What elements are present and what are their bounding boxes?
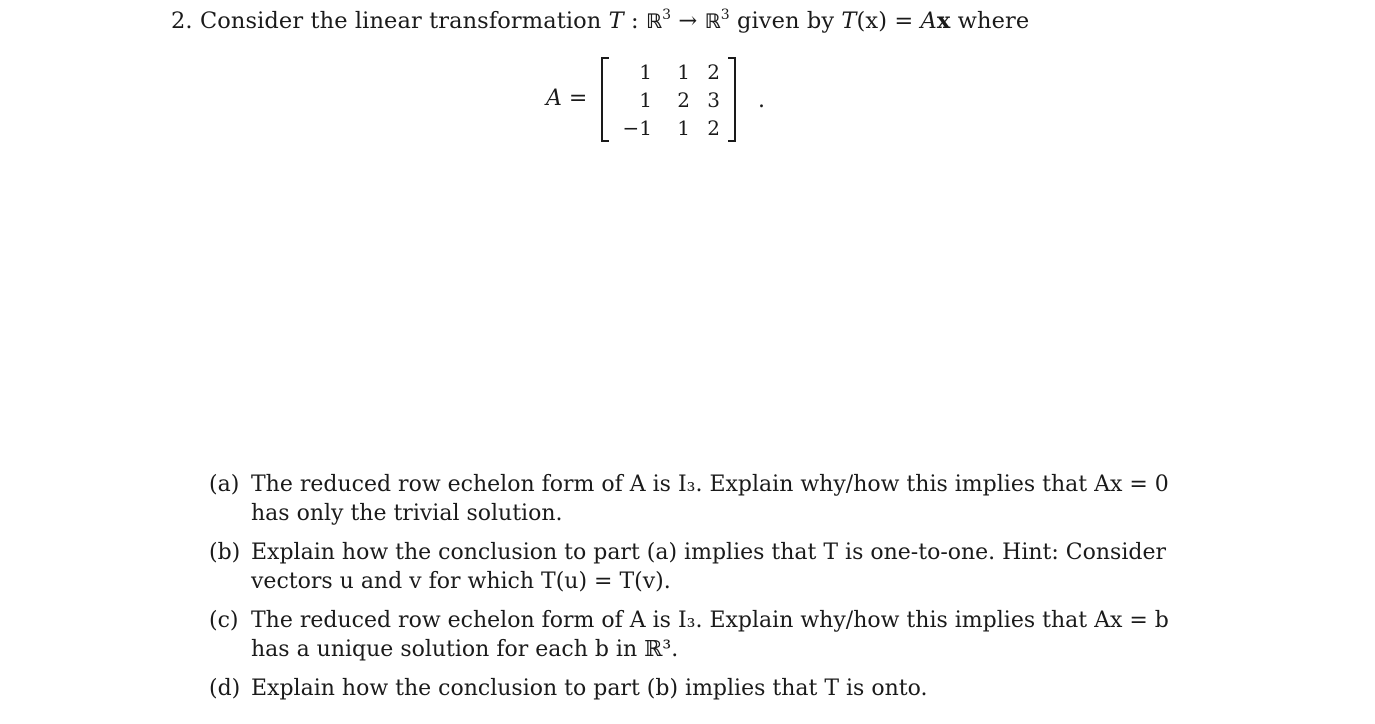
matrix-entry: 2: [707, 60, 720, 84]
problem-number: 2.: [171, 8, 193, 34]
matrix-entry: 1: [639, 88, 652, 112]
part-d: [209, 674, 1169, 703]
matrix-entry: 2: [707, 116, 720, 140]
part-text-line: The reduced row echelon form of A is I₃. Explain why/how this implies that Ax = b: [251, 608, 1169, 633]
part-text-line: vectors u and v for which T(u) = T(v).: [251, 569, 671, 594]
transform-symbol: T: [608, 8, 624, 34]
matrix-right-bracket: [728, 57, 736, 142]
part-a: [209, 470, 1169, 528]
matrix-entry: 2: [677, 88, 690, 112]
problem-intro: Consider the linear transformation: [199, 8, 602, 34]
matrix-label: A =: [546, 86, 588, 111]
matrix-entry: 1: [677, 116, 690, 140]
matrix-entry: −1: [622, 116, 652, 140]
part-b: [209, 538, 1169, 596]
part-label: (c): [209, 608, 239, 633]
problem-statement: 2. Consider the linear transformation T : ℝ$^3$ → ℝ$^3$ given by T(x) = Ax where: [171, 7, 1030, 34]
matrix-entry: 1: [677, 60, 690, 84]
codomain-set: ℝ: [704, 9, 721, 33]
part-c: [209, 606, 1169, 664]
part-text-line: Explain how the conclusion to part (b) implies that T is onto.: [251, 676, 928, 701]
part-text-line: Explain how the conclusion to part (a) implies that T is one-to-one. Hint: Consider: [251, 540, 1166, 565]
part-label: (a): [209, 472, 240, 497]
matrix-entry: 3: [707, 88, 720, 112]
part-text-line: has a unique solution for each b in ℝ³.: [251, 637, 679, 662]
maps-to-arrow: →: [671, 8, 705, 34]
matrix-entries: [612, 58, 720, 142]
matrix-entry: 1: [639, 60, 652, 84]
part-label: (b): [209, 540, 241, 565]
part-label: (d): [209, 676, 241, 701]
domain-set: ℝ: [645, 9, 663, 33]
part-text-line: has only the trivial solution.: [251, 501, 563, 526]
matrix-period: .: [758, 88, 765, 113]
matrix-left-bracket: [601, 57, 609, 142]
part-text-line: The reduced row echelon form of A is I₃. Explain why/how this implies that Ax = 0: [251, 472, 1169, 497]
